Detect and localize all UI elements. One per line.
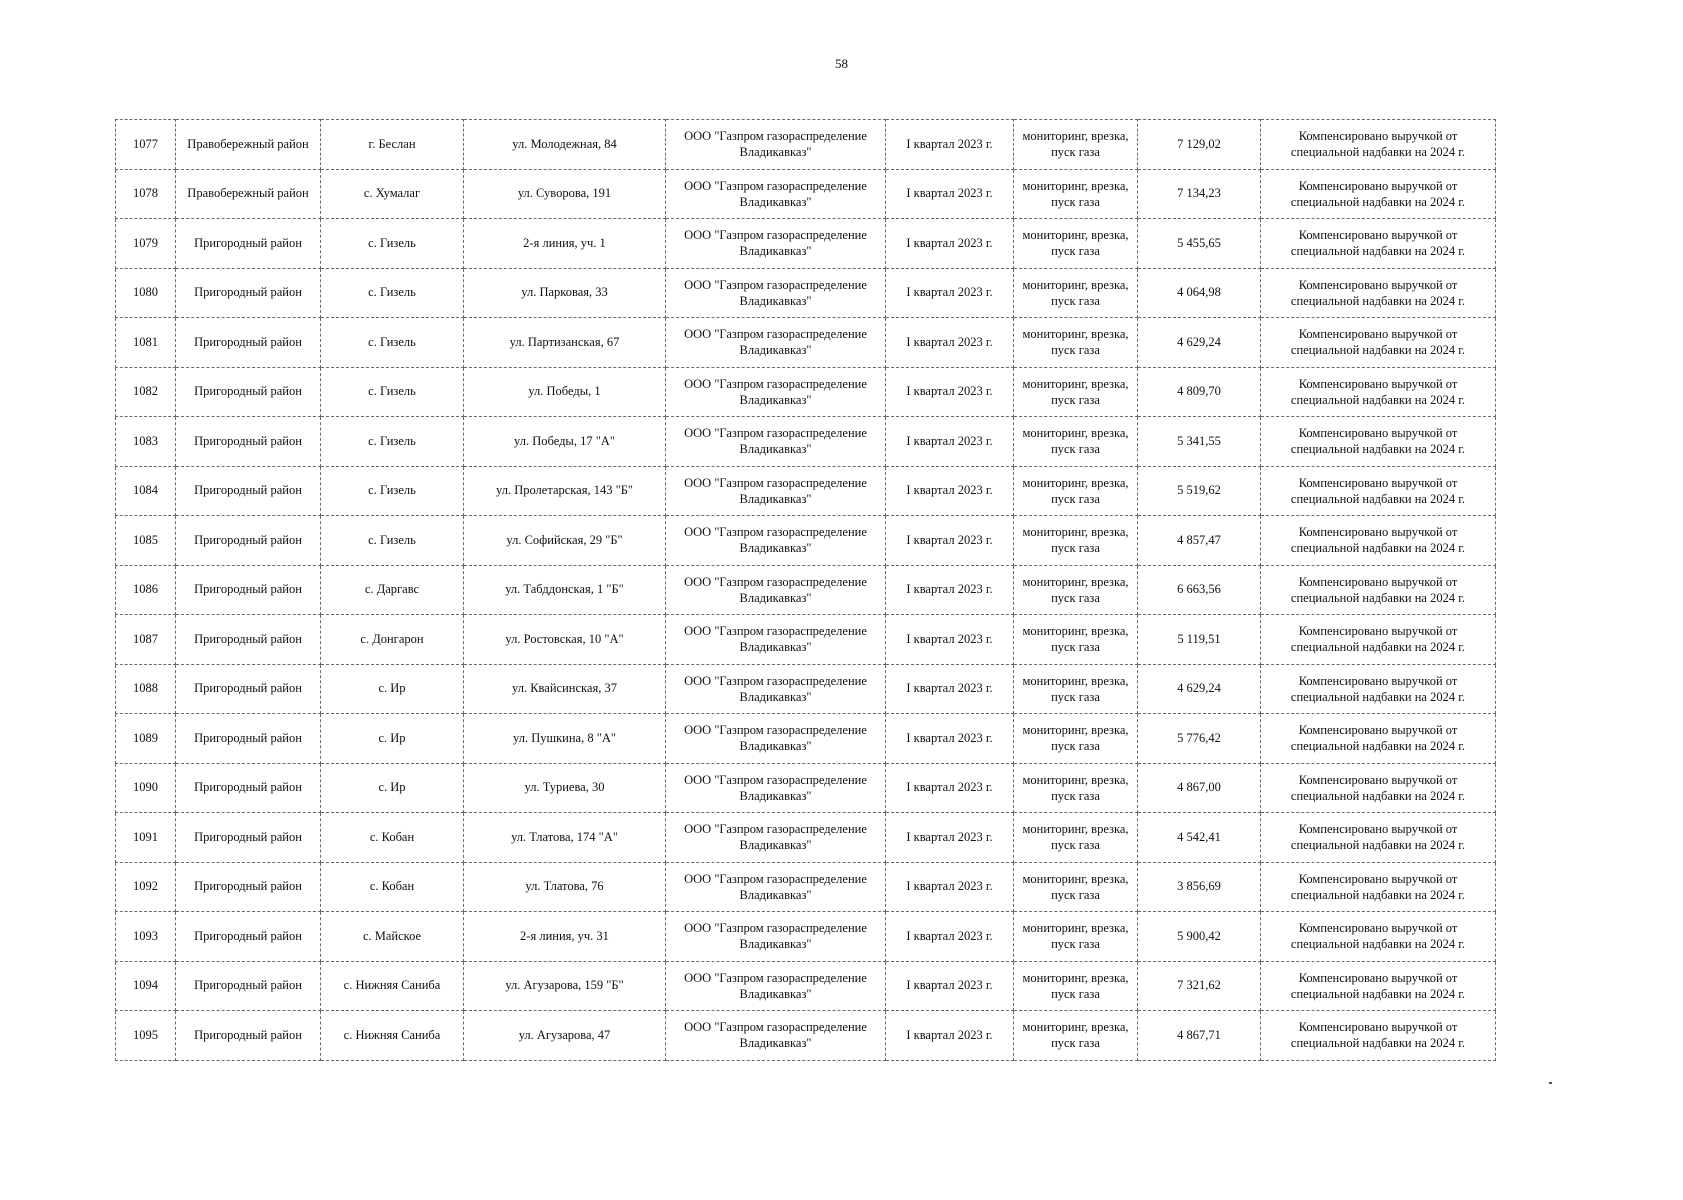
district-cell: Пригородный район <box>176 961 321 1011</box>
work-type-cell: мониторинг, врезка, пуск газа <box>1014 120 1138 170</box>
period-cell: I квартал 2023 г. <box>886 664 1014 714</box>
table-row <box>116 1011 1496 1061</box>
amount-cell: 7 129,02 <box>1138 120 1261 170</box>
district-cell: Пригородный район <box>176 219 321 269</box>
amount-cell: 4 629,24 <box>1138 664 1261 714</box>
address-cell: ул. Софийская, 29 "Б" <box>464 516 666 566</box>
locality-cell: с. Хумалаг <box>321 169 464 219</box>
note-cell: Компенсировано выручкой от специальной надбавки на 2024 г. <box>1261 367 1496 417</box>
work-type-cell: мониторинг, врезка, пуск газа <box>1014 169 1138 219</box>
address-cell: ул. Партизанская, 67 <box>464 318 666 368</box>
table-row <box>116 120 1496 170</box>
amount-cell: 4 867,71 <box>1138 1011 1261 1061</box>
table-row <box>116 466 1496 516</box>
table-row <box>116 862 1496 912</box>
table-row <box>116 169 1496 219</box>
note-cell: Компенсировано выручкой от специальной надбавки на 2024 г. <box>1261 714 1496 764</box>
table-row <box>116 714 1496 764</box>
locality-cell: с. Гизель <box>321 417 464 467</box>
amount-cell: 5 455,65 <box>1138 219 1261 269</box>
note-cell: Компенсировано выручкой от специальной надбавки на 2024 г. <box>1261 912 1496 962</box>
organization-cell: ООО "Газпром газораспределение Владикавказ" <box>666 219 886 269</box>
work-type-cell: мониторинг, врезка, пуск газа <box>1014 1011 1138 1061</box>
note-cell: Компенсировано выручкой от специальной надбавки на 2024 г. <box>1261 664 1496 714</box>
period-cell: I квартал 2023 г. <box>886 961 1014 1011</box>
address-cell: ул. Победы, 17 "А" <box>464 417 666 467</box>
row-number-cell: 1092 <box>116 862 176 912</box>
organization-cell: ООО "Газпром газораспределение Владикавказ" <box>666 565 886 615</box>
note-cell: Компенсировано выручкой от специальной надбавки на 2024 г. <box>1261 565 1496 615</box>
row-number-cell: 1087 <box>116 615 176 665</box>
work-type-cell: мониторинг, врезка, пуск газа <box>1014 813 1138 863</box>
row-number-cell: 1085 <box>116 516 176 566</box>
table-row <box>116 268 1496 318</box>
period-cell: I квартал 2023 г. <box>886 318 1014 368</box>
row-number-cell: 1082 <box>116 367 176 417</box>
district-cell: Пригородный район <box>176 763 321 813</box>
address-cell: ул. Суворова, 191 <box>464 169 666 219</box>
note-cell: Компенсировано выручкой от специальной надбавки на 2024 г. <box>1261 219 1496 269</box>
period-cell: I квартал 2023 г. <box>886 466 1014 516</box>
period-cell: I квартал 2023 г. <box>886 862 1014 912</box>
organization-cell: ООО "Газпром газораспределение Владикавказ" <box>666 1011 886 1061</box>
organization-cell: ООО "Газпром газораспределение Владикавказ" <box>666 714 886 764</box>
district-cell: Пригородный район <box>176 417 321 467</box>
address-cell: ул. Табддонская, 1 "Б" <box>464 565 666 615</box>
table-row <box>116 417 1496 467</box>
organization-cell: ООО "Газпром газораспределение Владикавказ" <box>666 318 886 368</box>
table-row <box>116 763 1496 813</box>
amount-cell: 4 857,47 <box>1138 516 1261 566</box>
work-type-cell: мониторинг, врезка, пуск газа <box>1014 961 1138 1011</box>
work-type-cell: мониторинг, врезка, пуск газа <box>1014 763 1138 813</box>
address-cell: 2-я линия, уч. 31 <box>464 912 666 962</box>
address-cell: 2-я линия, уч. 1 <box>464 219 666 269</box>
table-row <box>116 367 1496 417</box>
district-cell: Правобережный район <box>176 120 321 170</box>
work-type-cell: мониторинг, врезка, пуск газа <box>1014 615 1138 665</box>
row-number-cell: 1095 <box>116 1011 176 1061</box>
locality-cell: с. Гизель <box>321 367 464 417</box>
amount-cell: 3 856,69 <box>1138 862 1261 912</box>
row-number-cell: 1083 <box>116 417 176 467</box>
address-cell: ул. Туриева, 30 <box>464 763 666 813</box>
locality-cell: с. Гизель <box>321 268 464 318</box>
amount-cell: 4 542,41 <box>1138 813 1261 863</box>
locality-cell: с. Донгарон <box>321 615 464 665</box>
locality-cell: г. Беслан <box>321 120 464 170</box>
table-row <box>116 961 1496 1011</box>
locality-cell: с. Даргавс <box>321 565 464 615</box>
locality-cell: с. Ир <box>321 714 464 764</box>
organization-cell: ООО "Газпром газораспределение Владикавказ" <box>666 367 886 417</box>
work-type-cell: мониторинг, врезка, пуск газа <box>1014 417 1138 467</box>
district-cell: Пригородный район <box>176 912 321 962</box>
district-cell: Пригородный район <box>176 664 321 714</box>
district-cell: Пригородный район <box>176 318 321 368</box>
work-type-cell: мониторинг, врезка, пуск газа <box>1014 912 1138 962</box>
amount-cell: 5 119,51 <box>1138 615 1261 665</box>
organization-cell: ООО "Газпром газораспределение Владикавказ" <box>666 862 886 912</box>
work-type-cell: мониторинг, врезка, пуск газа <box>1014 664 1138 714</box>
organization-cell: ООО "Газпром газораспределение Владикавказ" <box>666 615 886 665</box>
work-type-cell: мониторинг, врезка, пуск газа <box>1014 714 1138 764</box>
table-row <box>116 565 1496 615</box>
period-cell: I квартал 2023 г. <box>886 120 1014 170</box>
work-type-cell: мониторинг, врезка, пуск газа <box>1014 466 1138 516</box>
amount-cell: 5 341,55 <box>1138 417 1261 467</box>
table-row <box>116 813 1496 863</box>
organization-cell: ООО "Газпром газораспределение Владикавказ" <box>666 169 886 219</box>
amount-cell: 7 134,23 <box>1138 169 1261 219</box>
organization-cell: ООО "Газпром газораспределение Владикавказ" <box>666 763 886 813</box>
row-number-cell: 1084 <box>116 466 176 516</box>
district-cell: Пригородный район <box>176 516 321 566</box>
work-type-cell: мониторинг, врезка, пуск газа <box>1014 862 1138 912</box>
address-cell: ул. Пролетарская, 143 "Б" <box>464 466 666 516</box>
note-cell: Компенсировано выручкой от специальной надбавки на 2024 г. <box>1261 318 1496 368</box>
work-type-cell: мониторинг, врезка, пуск газа <box>1014 367 1138 417</box>
table-row <box>116 516 1496 566</box>
organization-cell: ООО "Газпром газораспределение Владикавказ" <box>666 664 886 714</box>
address-cell: ул. Ростовская, 10 "А" <box>464 615 666 665</box>
note-cell: Компенсировано выручкой от специальной надбавки на 2024 г. <box>1261 120 1496 170</box>
row-number-cell: 1081 <box>116 318 176 368</box>
note-cell: Компенсировано выручкой от специальной надбавки на 2024 г. <box>1261 516 1496 566</box>
locality-cell: с. Ир <box>321 664 464 714</box>
period-cell: I квартал 2023 г. <box>886 268 1014 318</box>
amount-cell: 4 064,98 <box>1138 268 1261 318</box>
row-number-cell: 1089 <box>116 714 176 764</box>
row-number-cell: 1086 <box>116 565 176 615</box>
period-cell: I квартал 2023 г. <box>886 615 1014 665</box>
organization-cell: ООО "Газпром газораспределение Владикавказ" <box>666 466 886 516</box>
amount-cell: 7 321,62 <box>1138 961 1261 1011</box>
period-cell: I квартал 2023 г. <box>886 813 1014 863</box>
district-cell: Пригородный район <box>176 862 321 912</box>
note-cell: Компенсировано выручкой от специальной надбавки на 2024 г. <box>1261 763 1496 813</box>
period-cell: I квартал 2023 г. <box>886 516 1014 566</box>
row-number-cell: 1080 <box>116 268 176 318</box>
district-cell: Пригородный район <box>176 466 321 516</box>
locality-cell: с. Гизель <box>321 516 464 566</box>
note-cell: Компенсировано выручкой от специальной надбавки на 2024 г. <box>1261 1011 1496 1061</box>
work-type-cell: мониторинг, врезка, пуск газа <box>1014 268 1138 318</box>
row-number-cell: 1091 <box>116 813 176 863</box>
locality-cell: с. Кобан <box>321 862 464 912</box>
page-number: 58 <box>835 56 848 71</box>
row-number-cell: 1093 <box>116 912 176 962</box>
amount-cell: 4 809,70 <box>1138 367 1261 417</box>
row-number-cell: 1079 <box>116 219 176 269</box>
period-cell: I квартал 2023 г. <box>886 417 1014 467</box>
table-row <box>116 615 1496 665</box>
period-cell: I квартал 2023 г. <box>886 565 1014 615</box>
district-cell: Правобережный район <box>176 169 321 219</box>
district-cell: Пригородный район <box>176 813 321 863</box>
locality-cell: с. Гизель <box>321 219 464 269</box>
address-cell: ул. Квайсинская, 37 <box>464 664 666 714</box>
amount-cell: 5 776,42 <box>1138 714 1261 764</box>
row-number-cell: 1088 <box>116 664 176 714</box>
address-cell: ул. Агузарова, 159 "Б" <box>464 961 666 1011</box>
note-cell: Компенсировано выручкой от специальной надбавки на 2024 г. <box>1261 169 1496 219</box>
table-row <box>116 664 1496 714</box>
locality-cell: с. Нижняя Саниба <box>321 961 464 1011</box>
period-cell: I квартал 2023 г. <box>886 912 1014 962</box>
address-cell: ул. Молодежная, 84 <box>464 120 666 170</box>
work-type-cell: мониторинг, врезка, пуск газа <box>1014 565 1138 615</box>
organization-cell: ООО "Газпром газораспределение Владикавказ" <box>666 120 886 170</box>
period-cell: I квартал 2023 г. <box>886 714 1014 764</box>
district-cell: Пригородный район <box>176 268 321 318</box>
row-number-cell: 1077 <box>116 120 176 170</box>
amount-cell: 5 900,42 <box>1138 912 1261 962</box>
amount-cell: 4 629,24 <box>1138 318 1261 368</box>
organization-cell: ООО "Газпром газораспределение Владикавказ" <box>666 912 886 962</box>
locality-cell: с. Нижняя Саниба <box>321 1011 464 1061</box>
table-row <box>116 219 1496 269</box>
amount-cell: 4 867,00 <box>1138 763 1261 813</box>
district-cell: Пригородный район <box>176 367 321 417</box>
work-type-cell: мониторинг, врезка, пуск газа <box>1014 318 1138 368</box>
note-cell: Компенсировано выручкой от специальной надбавки на 2024 г. <box>1261 466 1496 516</box>
organization-cell: ООО "Газпром газораспределение Владикавказ" <box>666 417 886 467</box>
note-cell: Компенсировано выручкой от специальной надбавки на 2024 г. <box>1261 615 1496 665</box>
table-row <box>116 318 1496 368</box>
period-cell: I квартал 2023 г. <box>886 763 1014 813</box>
district-cell: Пригородный район <box>176 714 321 764</box>
note-cell: Компенсировано выручкой от специальной надбавки на 2024 г. <box>1261 862 1496 912</box>
amount-cell: 5 519,62 <box>1138 466 1261 516</box>
address-cell: ул. Тлатова, 76 <box>464 862 666 912</box>
note-cell: Компенсировано выручкой от специальной надбавки на 2024 г. <box>1261 417 1496 467</box>
locality-cell: с. Майское <box>321 912 464 962</box>
period-cell: I квартал 2023 г. <box>886 367 1014 417</box>
organization-cell: ООО "Газпром газораспределение Владикавказ" <box>666 268 886 318</box>
row-number-cell: 1078 <box>116 169 176 219</box>
locality-cell: с. Гизель <box>321 466 464 516</box>
address-cell: ул. Победы, 1 <box>464 367 666 417</box>
organization-cell: ООО "Газпром газораспределение Владикавказ" <box>666 813 886 863</box>
period-cell: I квартал 2023 г. <box>886 169 1014 219</box>
row-number-cell: 1090 <box>116 763 176 813</box>
period-cell: I квартал 2023 г. <box>886 219 1014 269</box>
work-type-cell: мониторинг, врезка, пуск газа <box>1014 516 1138 566</box>
period-cell: I квартал 2023 г. <box>886 1011 1014 1061</box>
address-cell: ул. Парковая, 33 <box>464 268 666 318</box>
gas-connection-table <box>115 119 1496 1061</box>
district-cell: Пригородный район <box>176 565 321 615</box>
locality-cell: с. Ир <box>321 763 464 813</box>
scan-speck <box>1549 1082 1552 1084</box>
amount-cell: 6 663,56 <box>1138 565 1261 615</box>
organization-cell: ООО "Газпром газораспределение Владикавказ" <box>666 516 886 566</box>
note-cell: Компенсировано выручкой от специальной надбавки на 2024 г. <box>1261 813 1496 863</box>
table-row <box>116 912 1496 962</box>
row-number-cell: 1094 <box>116 961 176 1011</box>
organization-cell: ООО "Газпром газораспределение Владикавказ" <box>666 961 886 1011</box>
address-cell: ул. Агузарова, 47 <box>464 1011 666 1061</box>
district-cell: Пригородный район <box>176 615 321 665</box>
locality-cell: с. Гизель <box>321 318 464 368</box>
note-cell: Компенсировано выручкой от специальной надбавки на 2024 г. <box>1261 268 1496 318</box>
note-cell: Компенсировано выручкой от специальной надбавки на 2024 г. <box>1261 961 1496 1011</box>
address-cell: ул. Тлатова, 174 "А" <box>464 813 666 863</box>
address-cell: ул. Пушкина, 8 "А" <box>464 714 666 764</box>
work-type-cell: мониторинг, врезка, пуск газа <box>1014 219 1138 269</box>
district-cell: Пригородный район <box>176 1011 321 1061</box>
locality-cell: с. Кобан <box>321 813 464 863</box>
